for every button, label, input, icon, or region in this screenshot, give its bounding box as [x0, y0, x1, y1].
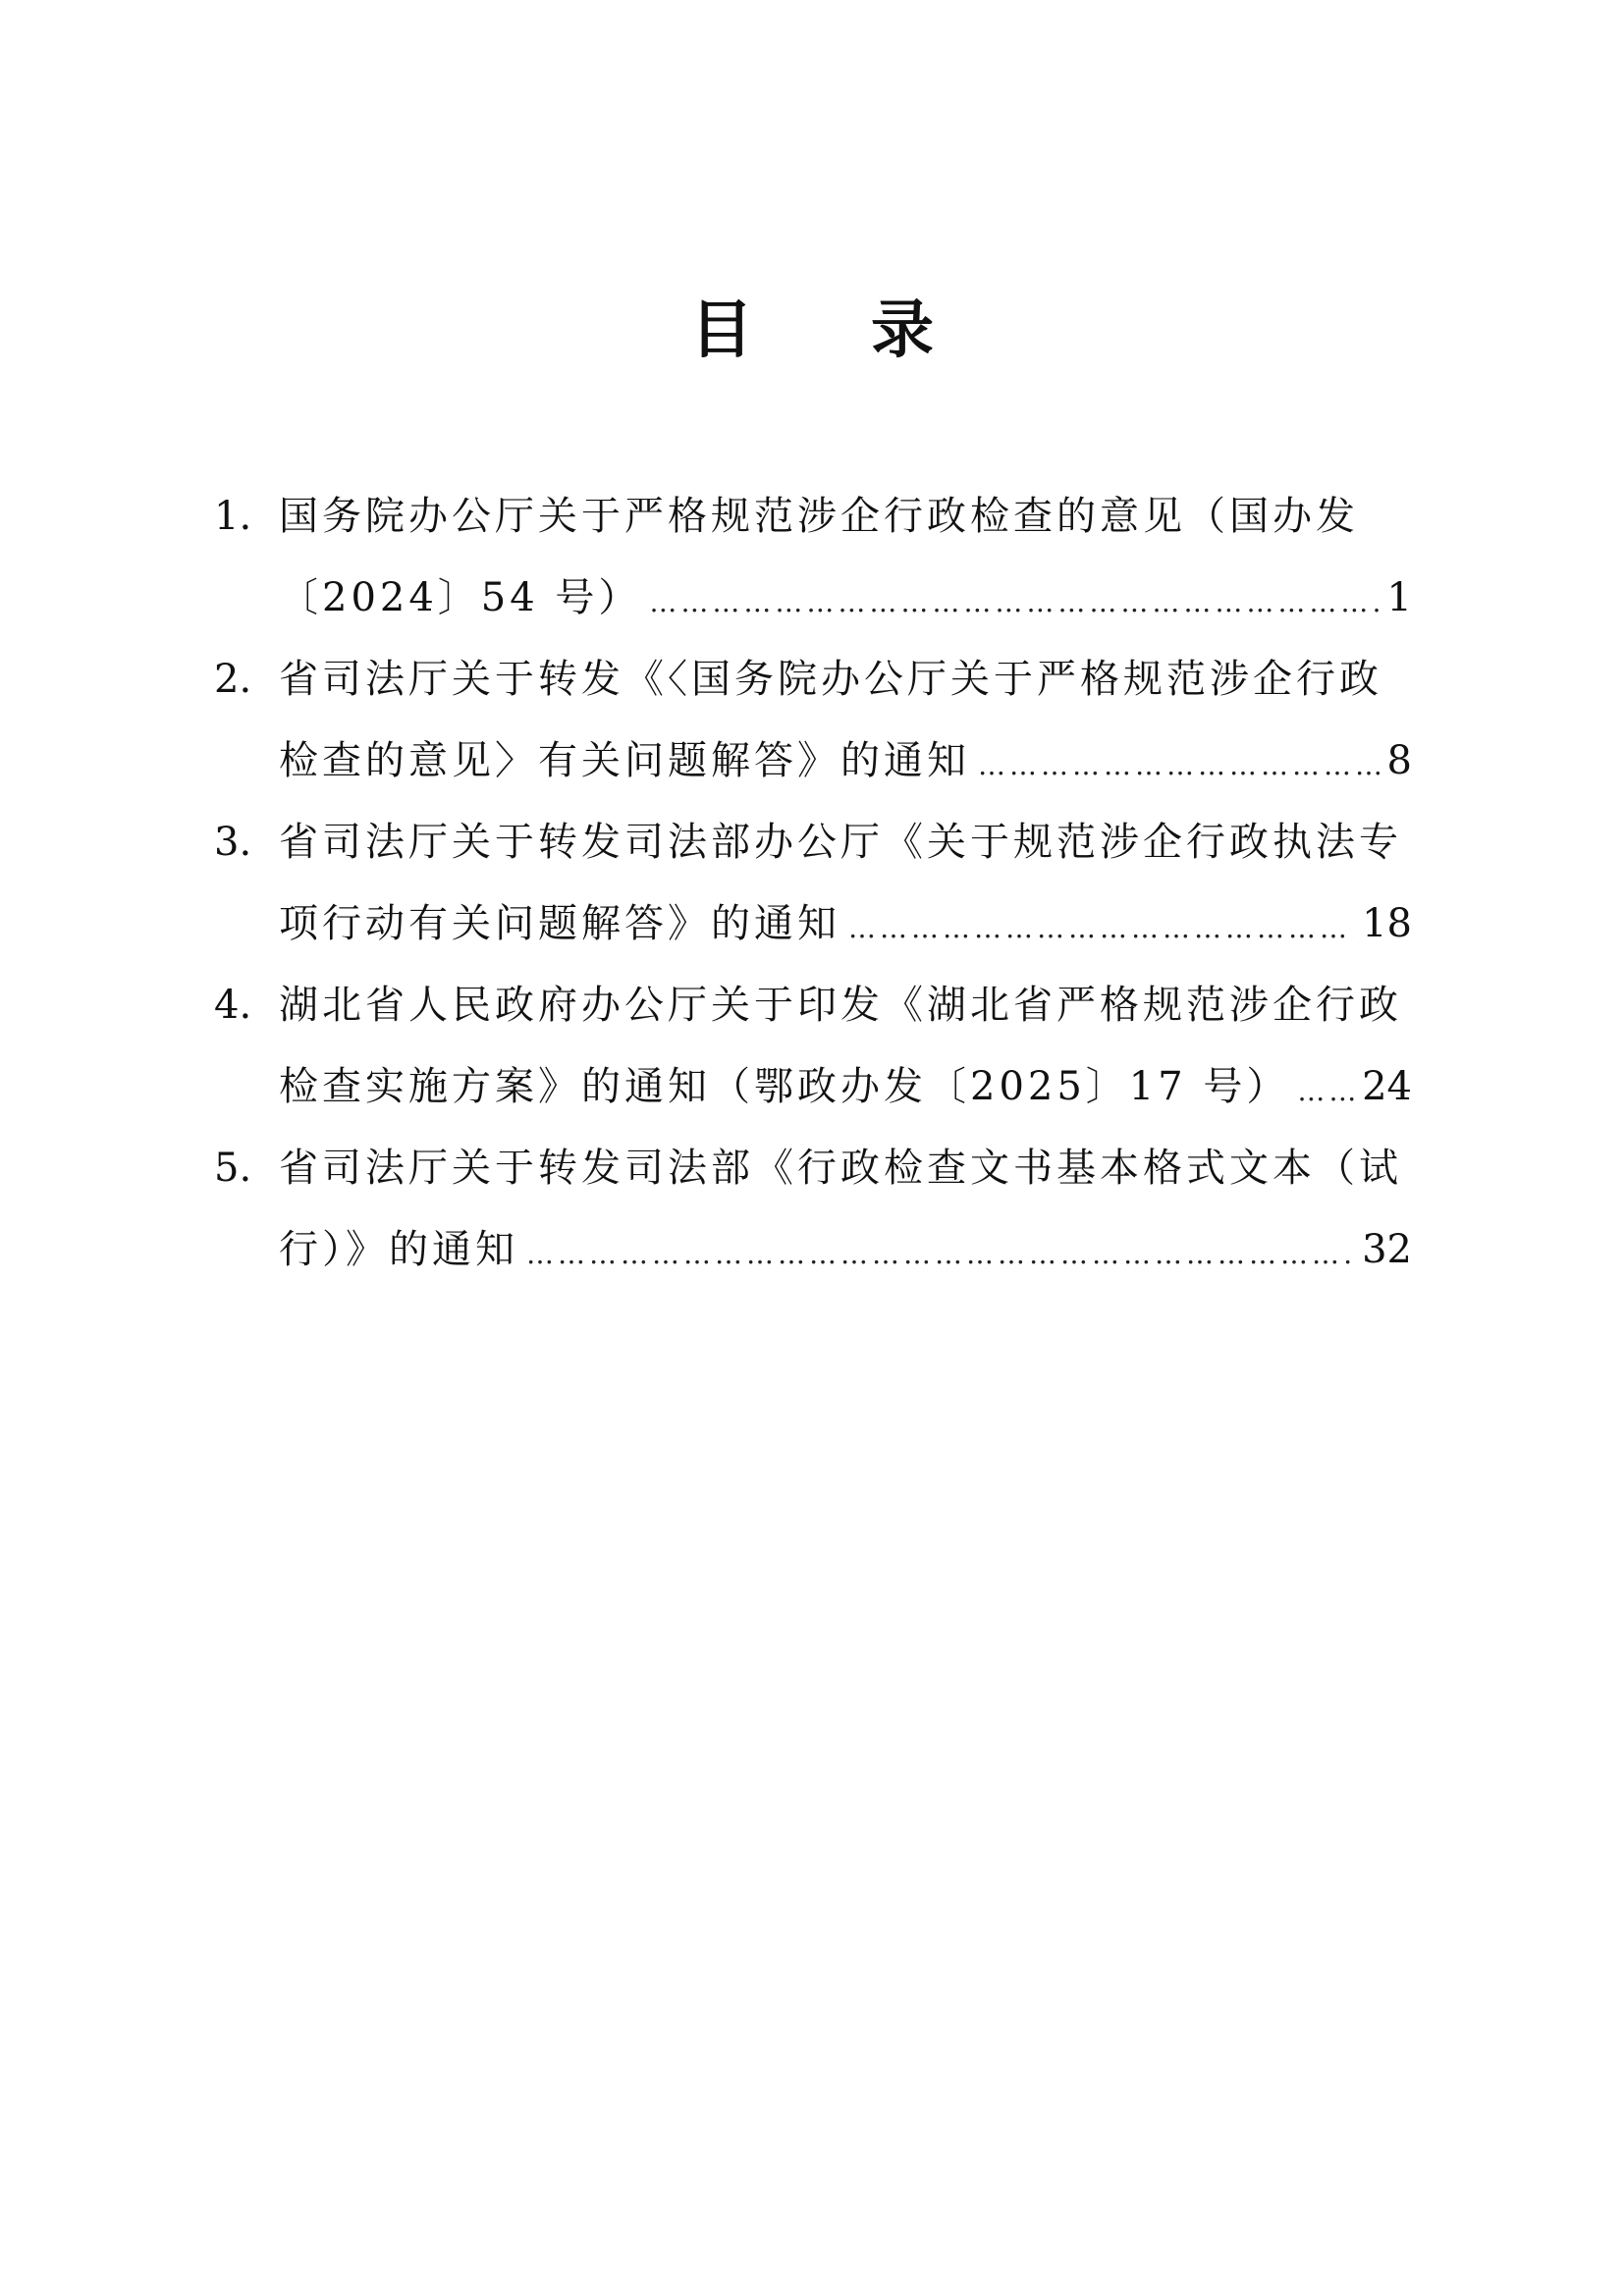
toc-entry-3[interactable] [214, 802, 1412, 965]
toc-entry-title: 省司法厅关于转发司法部《行政检查文书基本格式文本（试 [279, 1146, 1402, 1191]
dot-leader [978, 724, 1380, 806]
toc-entry-number: 4. [214, 983, 252, 1028]
toc-entry-title-cont: 项行动有关问题解答》的通知 [279, 901, 840, 946]
toc-entry-title: 湖北省人民政府办公厅关于印发《湖北省严格规范涉企行政 [279, 983, 1402, 1028]
toc-entry-page-number: 8 [1386, 738, 1412, 783]
toc-entry-number: 2. [214, 657, 252, 702]
toc-title [0, 294, 1624, 367]
dot-leader [848, 887, 1354, 969]
toc-entry-title: 国务院办公厅关于严格规范涉企行政检查的意见（国办发 [279, 494, 1359, 539]
toc-entry-title-cont: 〔2024〕54 号） [279, 575, 642, 620]
toc-entry-number: 1. [214, 494, 252, 539]
toc-entry-page-number: 18 [1362, 901, 1412, 946]
toc-entry-title-cont: 检查的意见〉有关问题解答》的通知 [279, 738, 970, 783]
dot-leader [649, 561, 1379, 643]
toc-entry-title-cont: 检查实施方案》的通知（鄂政办发〔2025〕17 号） [279, 1064, 1290, 1109]
toc-entry-line-1 [214, 965, 1412, 1046]
toc-entry-title: 省司法厅关于转发《〈国务院办公厅关于严格规范涉企行政 [279, 657, 1382, 702]
toc-entry-line-2 [214, 558, 1412, 639]
dot-leader [526, 1213, 1354, 1295]
toc-entry-page-number: 1 [1386, 575, 1412, 620]
toc-entry-line-1 [214, 476, 1412, 558]
toc-entry-line-1 [214, 1128, 1412, 1209]
toc-list [214, 476, 1412, 1291]
toc-title-char-1: 目 [690, 294, 753, 367]
toc-entry-line-2 [214, 883, 1412, 965]
toc-entry-2[interactable] [214, 639, 1412, 802]
toc-entry-line-2 [214, 1209, 1412, 1291]
toc-entry-title: 省司法厅关于转发司法部办公厅《关于规范涉企行政执法专 [279, 820, 1402, 865]
toc-entry-number: 3. [214, 820, 252, 865]
toc-entry-page-number: 32 [1362, 1227, 1412, 1272]
toc-entry-line-2 [214, 1046, 1412, 1128]
toc-entry-1[interactable] [214, 476, 1412, 639]
toc-entry-line-1 [214, 639, 1412, 721]
toc-entry-page-number: 24 [1362, 1064, 1412, 1109]
dot-leader [1297, 1050, 1354, 1132]
toc-entry-5[interactable] [214, 1128, 1412, 1291]
toc-entry-4[interactable] [214, 965, 1412, 1128]
toc-entry-line-2 [214, 721, 1412, 802]
toc-entry-line-1 [214, 802, 1412, 883]
toc-title-char-2: 录 [871, 294, 934, 367]
toc-entry-title-cont: 行）》的通知 [279, 1227, 518, 1272]
toc-entry-number: 5. [214, 1146, 252, 1191]
